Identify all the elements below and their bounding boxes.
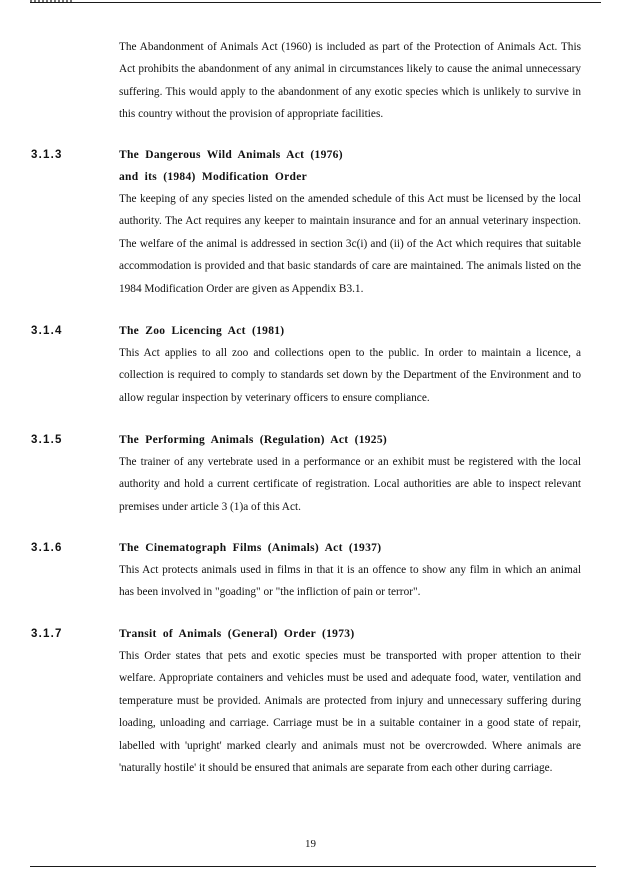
section-number: 3.1.6 xyxy=(31,542,63,554)
section-title-line-2: and its (1984) Modification Order xyxy=(119,171,307,183)
page-number: 19 xyxy=(305,838,316,850)
header-rule xyxy=(30,2,601,3)
section-body xyxy=(119,537,581,604)
section-body xyxy=(119,623,581,779)
intro-paragraph-block xyxy=(119,36,581,126)
section-number: 3.1.4 xyxy=(31,325,63,337)
section-number: 3.1.7 xyxy=(31,628,63,640)
section-title: Transit of Animals (General) Order (1973) xyxy=(119,628,355,640)
section-body xyxy=(119,320,581,409)
section-title: The Dangerous Wild Animals Act (1976) xyxy=(119,149,343,161)
section-paragraph: The keeping of any species listed on the amended schedule of this Act must be licensed by the local authority. The Act requires any keeper to maintain insurance and for an annual veterinary inspection. The welfare of the animal is addressed in section 3c(i) and (ii) of the Act which requires that suitable accommodation is provided and that basic standards of care are maintained. The animals listed on the 1984 Modification Order are given as Appendix B3.1. xyxy=(119,193,581,295)
section-title: The Performing Animals (Regulation) Act (1925) xyxy=(119,434,388,446)
section-paragraph: This Act applies to all zoo and collections open to the public. In order to maintain a licence, a collection is required to comply to standards set down by the Department of the Environment and to allow regular inspection by veterinary officers to ensure compliance. xyxy=(119,347,581,404)
intro-paragraph: The Abandonment of Animals Act (1960) is included as part of the Protection of Animals Act. This Act prohibits the abandonment of any animal in circumstances likely to cause the animal unnecessary suffering. This would apply to the abandonment of any exotic species which is unlikely to survive in this country without the provision of appropriate facilities. xyxy=(119,41,581,121)
section-number: 3.1.5 xyxy=(31,434,63,446)
footer-rule xyxy=(30,866,596,867)
section-paragraph: The trainer of any vertebrate used in a performance or an exhibit must be registered with the local authority and hold a current certificate of registration. Local authorities are able to inspect relevant premises under article 3 (1)a of this Act. xyxy=(119,456,581,513)
section-paragraph: This Order states that pets and exotic species must be transported with proper attention to their welfare. Appropriate containers and vehicles must be used and adequate food, water, ventilation and temperature must be provided. Animals are protected from injury and unnecessary suffering during loading, unloading and carriage. Carriage must be in a suitable container in a good state of repair, labelled with 'upright' marked clearly and animals must not be overcrowded. Where animals are 'naturally hostile' it should be ensured that animals are separate from each other during carriage. xyxy=(119,650,581,775)
section-title: The Cinematograph Films (Animals) Act (1937) xyxy=(119,542,382,554)
section-title: The Zoo Licencing Act (1981) xyxy=(119,325,285,337)
section-paragraph: This Act protects animals used in films in that it is an offence to show any film in which an animal has been involved in "goading" or "the infliction of pain or terror". xyxy=(119,564,581,599)
section-body xyxy=(119,429,581,518)
section-body xyxy=(119,144,581,300)
section-number: 3.1.3 xyxy=(31,149,63,161)
